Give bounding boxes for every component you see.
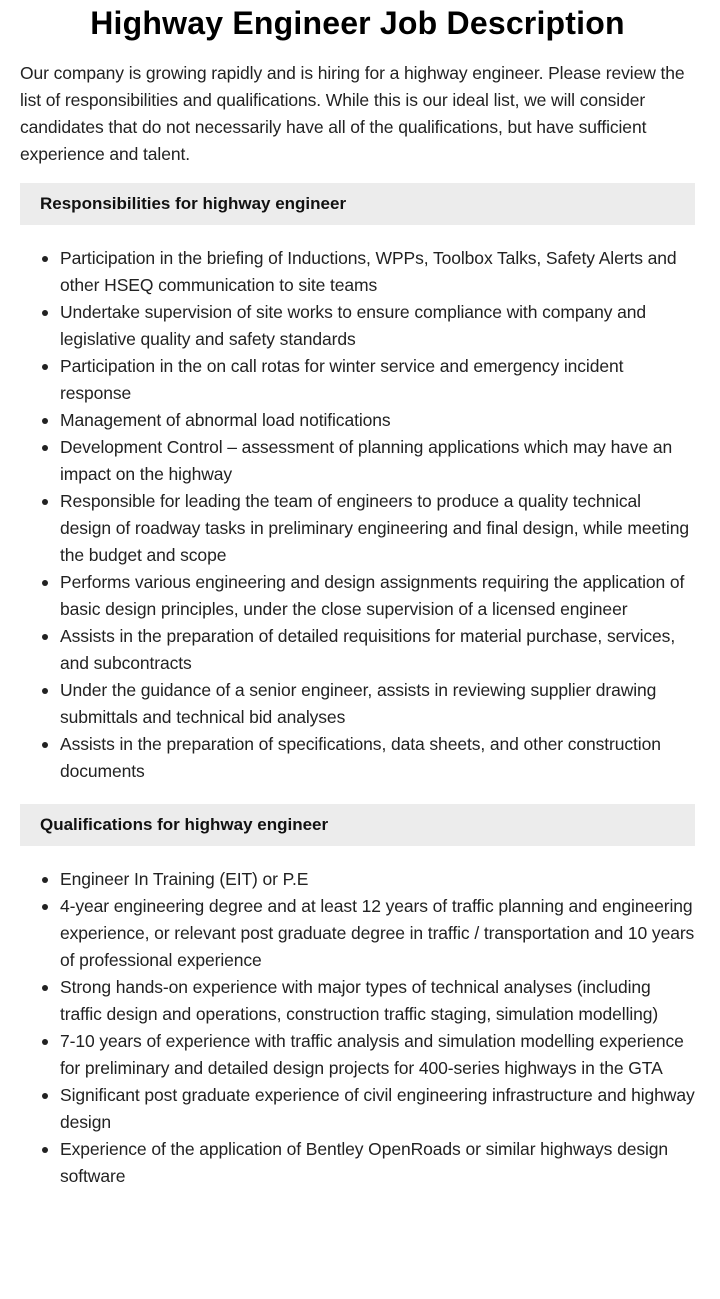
intro-paragraph: Our company is growing rapidly and is hiring for a highway engineer. Please review the list of responsibilities and qualifications. While this is our ideal list, we will consider candidates that do not necessarily have all of the qualifications, but have sufficient experience and talent. [20,63,685,164]
list-item: 7-10 years of experience with traffic analysis and simulation modelling experience for preliminary and detailed design projects for 400-series highways in the GTA [60,1028,695,1082]
list-item: Undertake supervision of site works to ensure compliance with company and legislative quality and safety standards [60,299,695,353]
list-item: Management of abnormal load notifications [60,407,695,434]
list-item: Strong hands-on experience with major types of technical analyses (including traffic design and operations, construction traffic staging, simulation modelling) [60,974,695,1028]
list-item: Experience of the application of Bentley OpenRoads or similar highways design software [60,1136,695,1190]
list-item: Assists in the preparation of specifications, data sheets, and other construction documents [60,731,695,785]
list-item: Participation in the on call rotas for winter service and emergency incident response [60,353,695,407]
responsibilities-heading: Responsibilities for highway engineer [20,183,695,225]
job-description-page [20,0,695,1190]
responsibilities-list [20,245,695,785]
qualifications-list [20,866,695,1190]
list-item: Participation in the briefing of Inductions, WPPs, Toolbox Talks, Safety Alerts and other HSEQ communication to site teams [60,245,695,299]
list-item: 4-year engineering degree and at least 12 years of traffic planning and engineering experience, or relevant post graduate degree in traffic / transportation and 10 years of professional experience [60,893,695,974]
list-item: Assists in the preparation of detailed requisitions for material purchase, services, and subcontracts [60,623,695,677]
list-item: Significant post graduate experience of civil engineering infrastructure and highway design [60,1082,695,1136]
qualifications-heading: Qualifications for highway engineer [20,804,695,846]
page-title: Highway Engineer Job Description [90,5,625,41]
list-item: Engineer In Training (EIT) or P.E [60,866,695,893]
list-item: Performs various engineering and design assignments requiring the application of basic design principles, under the close supervision of a licensed engineer [60,569,695,623]
list-item: Under the guidance of a senior engineer, assists in reviewing supplier drawing submittals and technical bid analyses [60,677,695,731]
list-item: Development Control – assessment of planning applications which may have an impact on the highway [60,434,695,488]
list-item: Responsible for leading the team of engineers to produce a quality technical design of roadway tasks in preliminary engineering and final design, while meeting the budget and scope [60,488,695,569]
